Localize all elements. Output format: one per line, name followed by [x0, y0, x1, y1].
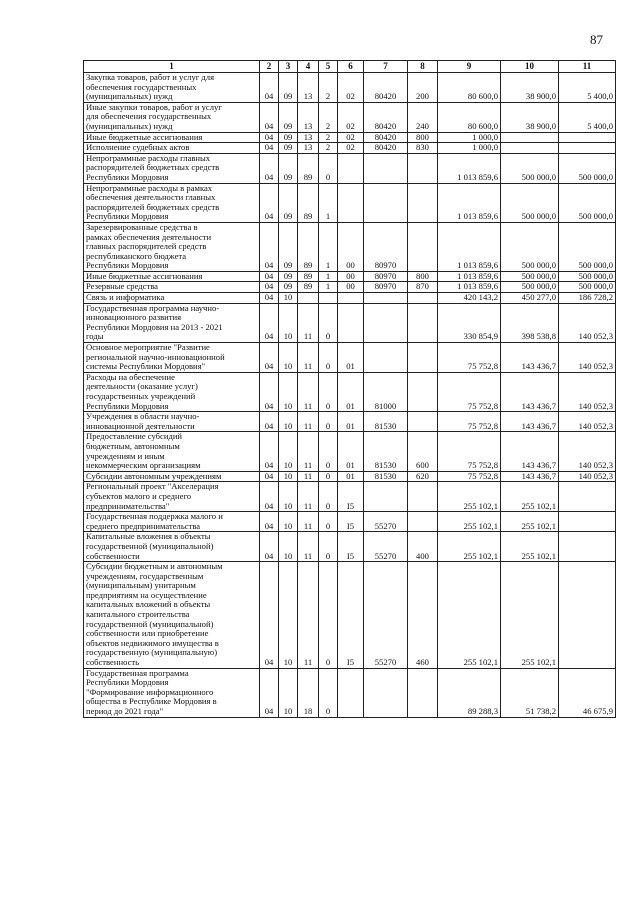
- amount-cell: 500 000,0: [501, 183, 559, 222]
- amount-cell: 500 000,0: [559, 271, 616, 282]
- code-cell: 02: [338, 73, 364, 103]
- amount-cell: 38 900,0: [501, 73, 559, 103]
- code-cell: 09: [279, 271, 298, 282]
- code-cell: 460: [408, 562, 438, 669]
- code-cell: 11: [298, 482, 319, 512]
- row-name-cell: Иные закупки товаров, работ и услуг для обеспечения государственных (муниципальных) нужд: [84, 102, 260, 132]
- code-cell: 04: [260, 372, 279, 411]
- amount-cell: 1 013 859,6: [438, 153, 501, 183]
- code-cell: 18: [298, 668, 319, 717]
- code-cell: 13: [298, 73, 319, 103]
- code-cell: [338, 183, 364, 222]
- code-cell: 0: [319, 372, 338, 411]
- amount-cell: 500 000,0: [501, 271, 559, 282]
- table-row: [84, 562, 616, 669]
- amount-cell: [501, 143, 559, 154]
- row-name-cell: Капитальные вложения в объекты государственной (муниципальной) собственности: [84, 532, 260, 562]
- code-cell: 200: [408, 73, 438, 103]
- amount-cell: 500 000,0: [559, 153, 616, 183]
- code-cell: 10: [279, 293, 298, 304]
- header-cell: 9: [438, 61, 501, 73]
- row-name-cell: Непрограммные расходы в рамках обеспечения деятельности главных распорядителей бюджетных средств Республики Мордовия: [84, 183, 260, 222]
- code-cell: 10: [279, 412, 298, 432]
- page-number: 87: [590, 32, 603, 47]
- table-body: [84, 73, 616, 718]
- table-row: [84, 532, 616, 562]
- amount-cell: 1 000,0: [438, 143, 501, 154]
- code-cell: [408, 512, 438, 532]
- code-cell: I5: [338, 532, 364, 562]
- code-cell: 0: [319, 432, 338, 471]
- code-cell: 02: [338, 132, 364, 143]
- code-cell: 11: [298, 432, 319, 471]
- code-cell: 1: [319, 282, 338, 293]
- header-cell: 3: [279, 61, 298, 73]
- code-cell: 0: [319, 412, 338, 432]
- row-name-cell: Расходы на обеспечение деятельности (оказание услуг) государственных учреждений Республики Мордовия: [84, 372, 260, 411]
- code-cell: 620: [408, 471, 438, 482]
- amount-cell: 500 000,0: [559, 183, 616, 222]
- amount-cell: [559, 562, 616, 669]
- code-cell: 11: [298, 343, 319, 373]
- code-cell: 04: [260, 282, 279, 293]
- code-cell: 0: [319, 343, 338, 373]
- code-cell: 10: [279, 482, 298, 512]
- amount-cell: 330 854,9: [438, 303, 501, 342]
- code-cell: 80970: [364, 222, 408, 271]
- header-cell: 2: [260, 61, 279, 73]
- row-name-cell: Связь и информатика: [84, 293, 260, 304]
- amount-cell: 80 600,0: [438, 73, 501, 103]
- code-cell: [408, 343, 438, 373]
- code-cell: 01: [338, 343, 364, 373]
- code-cell: 09: [279, 73, 298, 103]
- row-name-cell: Исполнение судебных актов: [84, 143, 260, 154]
- table-row: [84, 512, 616, 532]
- code-cell: 89: [298, 183, 319, 222]
- header-cell: 8: [408, 61, 438, 73]
- code-cell: 80420: [364, 73, 408, 103]
- code-cell: 870: [408, 282, 438, 293]
- code-cell: 10: [279, 343, 298, 373]
- amount-cell: 143 436,7: [501, 432, 559, 471]
- amount-cell: 420 143,2: [438, 293, 501, 304]
- code-cell: 04: [260, 668, 279, 717]
- table-row: [84, 482, 616, 512]
- code-cell: 89: [298, 282, 319, 293]
- code-cell: 1: [319, 183, 338, 222]
- code-cell: 09: [279, 132, 298, 143]
- code-cell: 0: [319, 471, 338, 482]
- amount-cell: 255 102,1: [438, 562, 501, 669]
- amount-cell: 5 400,0: [559, 102, 616, 132]
- code-cell: 04: [260, 532, 279, 562]
- row-name-cell: Государственная программа научно- инновационного развития Республики Мордовия на 2013 - 2021 годы: [84, 303, 260, 342]
- code-cell: 13: [298, 102, 319, 132]
- code-cell: [408, 153, 438, 183]
- code-cell: 1: [319, 222, 338, 271]
- amount-cell: 398 538,8: [501, 303, 559, 342]
- code-cell: 400: [408, 532, 438, 562]
- amount-cell: 75 752,8: [438, 343, 501, 373]
- table-row: [84, 343, 616, 373]
- amount-cell: 143 436,7: [501, 471, 559, 482]
- code-cell: I5: [338, 482, 364, 512]
- amount-cell: 255 102,1: [501, 482, 559, 512]
- code-cell: [298, 293, 319, 304]
- code-cell: [364, 183, 408, 222]
- table-row: [84, 282, 616, 293]
- code-cell: 00: [338, 222, 364, 271]
- amount-cell: [559, 143, 616, 154]
- amount-cell: 143 436,7: [501, 372, 559, 411]
- code-cell: 0: [319, 482, 338, 512]
- amount-cell: 255 102,1: [438, 482, 501, 512]
- code-cell: 0: [319, 153, 338, 183]
- code-cell: 04: [260, 271, 279, 282]
- amount-cell: [501, 132, 559, 143]
- code-cell: 2: [319, 102, 338, 132]
- code-cell: 09: [279, 153, 298, 183]
- code-cell: 80420: [364, 102, 408, 132]
- code-cell: 800: [408, 271, 438, 282]
- code-cell: 80970: [364, 271, 408, 282]
- table-row: [84, 471, 616, 482]
- amount-cell: [559, 532, 616, 562]
- code-cell: 240: [408, 102, 438, 132]
- code-cell: 0: [319, 532, 338, 562]
- code-cell: 04: [260, 303, 279, 342]
- table-row: [84, 73, 616, 103]
- table-row: [84, 143, 616, 154]
- header-cell: 6: [338, 61, 364, 73]
- header-cell: 1: [84, 61, 260, 73]
- code-cell: [408, 482, 438, 512]
- code-cell: 81530: [364, 412, 408, 432]
- row-name-cell: Субсидии бюджетным и автономным учреждениям, государственным (муниципальным) унитарным предприятиям на осуществление капитальных вложений в объекты капитального строительства государственной (муниципальной) собственности или приобретение объектов недвижимого имущества в государственную (муниципальную) собственность: [84, 562, 260, 669]
- code-cell: [338, 668, 364, 717]
- amount-cell: 80 600,0: [438, 102, 501, 132]
- code-cell: 10: [279, 372, 298, 411]
- code-cell: 11: [298, 471, 319, 482]
- code-cell: 0: [319, 562, 338, 669]
- code-cell: [338, 293, 364, 304]
- amount-cell: 500 000,0: [559, 282, 616, 293]
- amount-cell: 140 052,3: [559, 471, 616, 482]
- code-cell: 0: [319, 668, 338, 717]
- code-cell: 89: [298, 153, 319, 183]
- amount-cell: 500 000,0: [559, 222, 616, 271]
- header-cell: 5: [319, 61, 338, 73]
- code-cell: 04: [260, 143, 279, 154]
- code-cell: 55270: [364, 532, 408, 562]
- code-cell: 00: [338, 282, 364, 293]
- code-cell: 2: [319, 143, 338, 154]
- code-cell: 10: [279, 532, 298, 562]
- code-cell: [408, 668, 438, 717]
- code-cell: 81530: [364, 471, 408, 482]
- amount-cell: 255 102,1: [438, 532, 501, 562]
- amount-cell: 143 436,7: [501, 412, 559, 432]
- code-cell: 04: [260, 293, 279, 304]
- row-name-cell: Резервные средства: [84, 282, 260, 293]
- code-cell: I5: [338, 562, 364, 669]
- code-cell: [408, 412, 438, 432]
- amount-cell: 1 000,0: [438, 132, 501, 143]
- table-row: [84, 153, 616, 183]
- amount-cell: 46 675,9: [559, 668, 616, 717]
- amount-cell: 500 000,0: [501, 282, 559, 293]
- code-cell: 02: [338, 143, 364, 154]
- code-cell: 09: [279, 222, 298, 271]
- code-cell: 04: [260, 512, 279, 532]
- code-cell: 04: [260, 102, 279, 132]
- amount-cell: 140 052,3: [559, 343, 616, 373]
- code-cell: 80420: [364, 132, 408, 143]
- code-cell: 04: [260, 412, 279, 432]
- row-name-cell: Иные бюджетные ассигнования: [84, 271, 260, 282]
- code-cell: 04: [260, 471, 279, 482]
- code-cell: 81530: [364, 432, 408, 471]
- amount-cell: [559, 482, 616, 512]
- code-cell: 55270: [364, 512, 408, 532]
- table-row: [84, 372, 616, 411]
- code-cell: 04: [260, 562, 279, 669]
- amount-cell: 1 013 859,6: [438, 183, 501, 222]
- code-cell: [364, 668, 408, 717]
- amount-cell: 89 288,3: [438, 668, 501, 717]
- row-name-cell: Государственная программа Республики Мордовия "Формирование информационного общества в Республике Мордовия в период до 2021 года": [84, 668, 260, 717]
- code-cell: [408, 183, 438, 222]
- code-cell: 00: [338, 271, 364, 282]
- code-cell: 10: [279, 668, 298, 717]
- amount-cell: 1 013 859,6: [438, 282, 501, 293]
- amount-cell: 255 102,1: [438, 512, 501, 532]
- amount-cell: 75 752,8: [438, 432, 501, 471]
- amount-cell: 75 752,8: [438, 471, 501, 482]
- table-row: [84, 183, 616, 222]
- row-name-cell: Субсидии автономным учреждениям: [84, 471, 260, 482]
- code-cell: 800: [408, 132, 438, 143]
- code-cell: 04: [260, 183, 279, 222]
- budget-table: [83, 60, 616, 718]
- code-cell: 13: [298, 143, 319, 154]
- row-name-cell: Учреждения в области научно- инновационной деятельности: [84, 412, 260, 432]
- amount-cell: 1 013 859,6: [438, 271, 501, 282]
- code-cell: [338, 303, 364, 342]
- table-row: [84, 303, 616, 342]
- code-cell: 11: [298, 532, 319, 562]
- code-cell: 0: [319, 303, 338, 342]
- code-cell: [408, 372, 438, 411]
- code-cell: 11: [298, 512, 319, 532]
- code-cell: 01: [338, 432, 364, 471]
- row-name-cell: Закупка товаров, работ и услуг для обеспечения государственных (муниципальных) нужд: [84, 73, 260, 103]
- row-name-cell: Зарезервированные средства в рамках обеспечения деятельности главных распорядителей средств республиканского бюджета Республики Мордовия: [84, 222, 260, 271]
- code-cell: 830: [408, 143, 438, 154]
- code-cell: 04: [260, 222, 279, 271]
- header-cell: 11: [559, 61, 616, 73]
- amount-cell: 186 728,2: [559, 293, 616, 304]
- code-cell: 11: [298, 303, 319, 342]
- code-cell: 0: [319, 512, 338, 532]
- amount-cell: 255 102,1: [501, 532, 559, 562]
- code-cell: 01: [338, 412, 364, 432]
- header-cell: 10: [501, 61, 559, 73]
- code-cell: 2: [319, 73, 338, 103]
- code-cell: 10: [279, 512, 298, 532]
- code-cell: 2: [319, 132, 338, 143]
- amount-cell: 140 052,3: [559, 372, 616, 411]
- code-cell: 10: [279, 303, 298, 342]
- row-name-cell: Иные бюджетные ассигнования: [84, 132, 260, 143]
- code-cell: I5: [338, 512, 364, 532]
- code-cell: 55270: [364, 562, 408, 669]
- code-cell: 09: [279, 282, 298, 293]
- table-row: [84, 432, 616, 471]
- amount-cell: 75 752,8: [438, 412, 501, 432]
- code-cell: 11: [298, 412, 319, 432]
- table-row: [84, 412, 616, 432]
- code-cell: 04: [260, 343, 279, 373]
- code-cell: 1: [319, 271, 338, 282]
- code-cell: [364, 293, 408, 304]
- row-name-cell: Региональный проект "Акселерация субъектов малого и среднего предпринимательства": [84, 482, 260, 512]
- amount-cell: [559, 512, 616, 532]
- code-cell: 80420: [364, 143, 408, 154]
- row-name-cell: Основное мероприятие "Развитие региональной научно-инновационной системы Республики Мордовия": [84, 343, 260, 373]
- amount-cell: 5 400,0: [559, 73, 616, 103]
- amount-cell: 1 013 859,6: [438, 222, 501, 271]
- code-cell: 04: [260, 432, 279, 471]
- code-cell: [408, 303, 438, 342]
- amount-cell: 255 102,1: [501, 512, 559, 532]
- code-cell: 81000: [364, 372, 408, 411]
- table-row: [84, 132, 616, 143]
- code-cell: [364, 482, 408, 512]
- table-row: [84, 271, 616, 282]
- amount-cell: 75 752,8: [438, 372, 501, 411]
- amount-cell: 51 738,2: [501, 668, 559, 717]
- table-row: [84, 222, 616, 271]
- code-cell: 80970: [364, 282, 408, 293]
- code-cell: 01: [338, 372, 364, 411]
- code-cell: 13: [298, 132, 319, 143]
- table-row: [84, 102, 616, 132]
- code-cell: [364, 153, 408, 183]
- amount-cell: 500 000,0: [501, 153, 559, 183]
- code-cell: 11: [298, 372, 319, 411]
- code-cell: 04: [260, 482, 279, 512]
- code-cell: 10: [279, 432, 298, 471]
- code-cell: [338, 153, 364, 183]
- code-cell: [364, 303, 408, 342]
- code-cell: 89: [298, 222, 319, 271]
- amount-cell: [559, 132, 616, 143]
- table-row: [84, 668, 616, 717]
- code-cell: [408, 222, 438, 271]
- header-cell: 7: [364, 61, 408, 73]
- amount-cell: 255 102,1: [501, 562, 559, 669]
- table-header-row: [84, 61, 616, 73]
- amount-cell: 500 000,0: [501, 222, 559, 271]
- code-cell: 11: [298, 562, 319, 669]
- table-row: [84, 293, 616, 304]
- row-name-cell: Государственная поддержка малого и среднего предпринимательства: [84, 512, 260, 532]
- amount-cell: 143 436,7: [501, 343, 559, 373]
- code-cell: 600: [408, 432, 438, 471]
- code-cell: 10: [279, 562, 298, 669]
- row-name-cell: Непрограммные расходы главных распорядителей бюджетных средств Республики Мордовия: [84, 153, 260, 183]
- code-cell: 02: [338, 102, 364, 132]
- code-cell: [364, 343, 408, 373]
- code-cell: 10: [279, 471, 298, 482]
- amount-cell: 140 052,3: [559, 432, 616, 471]
- code-cell: 89: [298, 271, 319, 282]
- code-cell: 01: [338, 471, 364, 482]
- row-name-cell: Предоставление субсидий бюджетным, автономным учреждениям и иным некоммерческим организациям: [84, 432, 260, 471]
- code-cell: 09: [279, 143, 298, 154]
- amount-cell: 140 052,3: [559, 412, 616, 432]
- code-cell: [408, 293, 438, 304]
- code-cell: 09: [279, 183, 298, 222]
- amount-cell: 38 900,0: [501, 102, 559, 132]
- code-cell: 04: [260, 132, 279, 143]
- header-cell: 4: [298, 61, 319, 73]
- code-cell: 09: [279, 102, 298, 132]
- code-cell: 04: [260, 153, 279, 183]
- amount-cell: 140 052,3: [559, 303, 616, 342]
- amount-cell: 450 277,0: [501, 293, 559, 304]
- code-cell: 04: [260, 73, 279, 103]
- code-cell: [319, 293, 338, 304]
